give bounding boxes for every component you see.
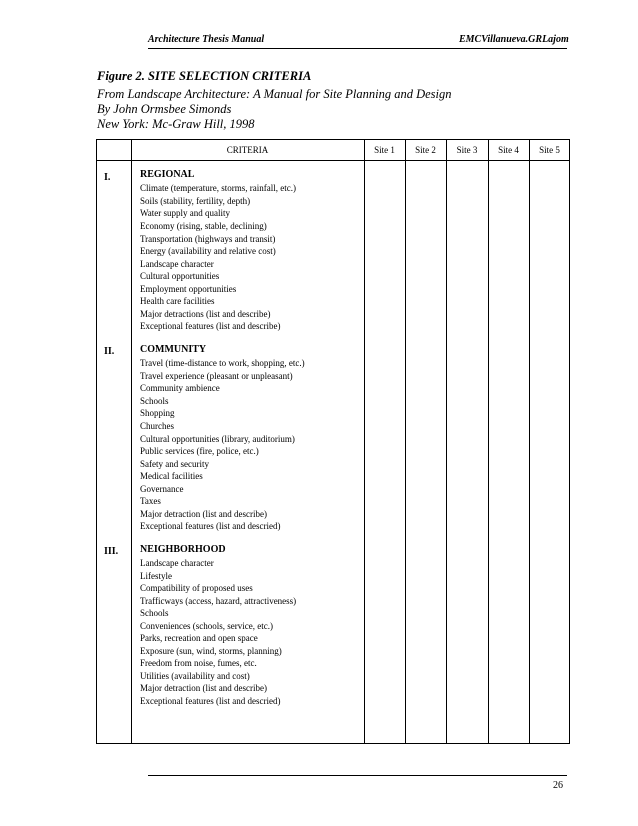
criteria-item: Conveniences (schools, service, etc.) [140, 621, 273, 631]
criteria-item: Parks, recreation and open space [140, 633, 258, 643]
header-manual-title: Architecture Thesis Manual [148, 34, 265, 45]
column-header-site-1: Site 1 [374, 145, 395, 155]
section-number-community: II. [104, 346, 115, 357]
column-header-site-3: Site 3 [456, 145, 478, 155]
section-title-community: COMMUNITY [140, 344, 207, 355]
section-title-regional: REGIONAL [140, 169, 195, 180]
table-column-divider [131, 139, 132, 744]
criteria-item: Cultural opportunities (library, auditorium) [140, 434, 295, 444]
table-column-divider [488, 139, 489, 744]
criteria-item: Exceptional features (list and descried) [140, 521, 281, 531]
criteria-item: Travel (time-distance to work, shopping, etc.) [140, 358, 305, 368]
table-column-divider [446, 139, 447, 744]
criteria-item: Health care facilities [140, 296, 215, 306]
column-header-criteria: CRITERIA [226, 145, 269, 155]
column-header-site-4: Site 4 [498, 145, 519, 155]
criteria-item: Landscape character [140, 259, 214, 269]
criteria-item: Economy (rising, stable, declining) [140, 221, 267, 231]
criteria-item: Shopping [140, 408, 175, 418]
table-column-divider [405, 139, 406, 744]
criteria-item: Taxes [140, 496, 161, 506]
criteria-item: Energy (availability and relative cost) [140, 246, 276, 256]
criteria-item: Safety and security [140, 459, 209, 469]
header-author: EMCVillanueva.GRLajom [459, 34, 569, 45]
table-column-divider [529, 139, 530, 744]
figure-author-line: By John Ormsbee Simonds [97, 102, 232, 116]
criteria-item: Exceptional features (list and descried) [140, 696, 281, 706]
criteria-item: Major detraction (list and describe) [140, 509, 267, 519]
criteria-item: Trafficways (access, hazard, attractiveness) [140, 596, 297, 606]
criteria-item: Landscape character [140, 558, 214, 568]
criteria-item: Transportation (highways and transit) [140, 234, 276, 244]
column-header-site-2: Site 2 [415, 145, 436, 155]
criteria-item: Public services (fire, police, etc.) [140, 446, 259, 456]
criteria-item: Schools [140, 608, 169, 618]
table-header-divider [96, 160, 570, 161]
figure-publisher-line: New York: Mc-Graw Hill, 1998 [97, 117, 255, 131]
column-header-site-5: Site 5 [539, 145, 560, 155]
section-title-neighborhood: NEIGHBORHOOD [140, 544, 226, 555]
criteria-item: Travel experience (pleasant or unpleasant) [140, 371, 293, 381]
criteria-item: Schools [140, 396, 169, 406]
figure-source-line: From Landscape Architecture: A Manual for Site Planning and Design [97, 87, 452, 101]
criteria-item: Governance [140, 484, 184, 494]
criteria-item: Freedom from noise, fumes, etc. [140, 658, 257, 668]
section-number-neighborhood: III. [104, 546, 119, 557]
figure-title: Figure 2. SITE SELECTION CRITERIA [97, 69, 312, 83]
criteria-item: Community ambience [140, 383, 220, 393]
header-divider [148, 48, 567, 49]
criteria-item: Churches [140, 421, 174, 431]
criteria-item: Water supply and quality [140, 208, 231, 218]
criteria-item: Lifestyle [140, 571, 172, 581]
criteria-item: Soils (stability, fertility, depth) [140, 196, 251, 206]
criteria-item: Exposure (sun, wind, storms, planning) [140, 646, 282, 656]
criteria-item: Compatibility of proposed uses [140, 583, 253, 593]
criteria-item: Cultural opportunities [140, 271, 220, 281]
page-number: 26 [553, 780, 563, 791]
section-number-regional: I. [104, 172, 111, 183]
criteria-item: Exceptional features (list and describe) [140, 321, 281, 331]
criteria-item: Climate (temperature, storms, rainfall, etc.) [140, 183, 296, 193]
footer-divider [148, 775, 567, 776]
criteria-item: Utilities (availability and cost) [140, 671, 250, 681]
criteria-item: Employment opportunities [140, 284, 237, 294]
table-column-divider [364, 139, 365, 744]
criteria-item: Medical facilities [140, 471, 203, 481]
criteria-item: Major detraction (list and describe) [140, 683, 267, 693]
criteria-item: Major detractions (list and describe) [140, 309, 271, 319]
